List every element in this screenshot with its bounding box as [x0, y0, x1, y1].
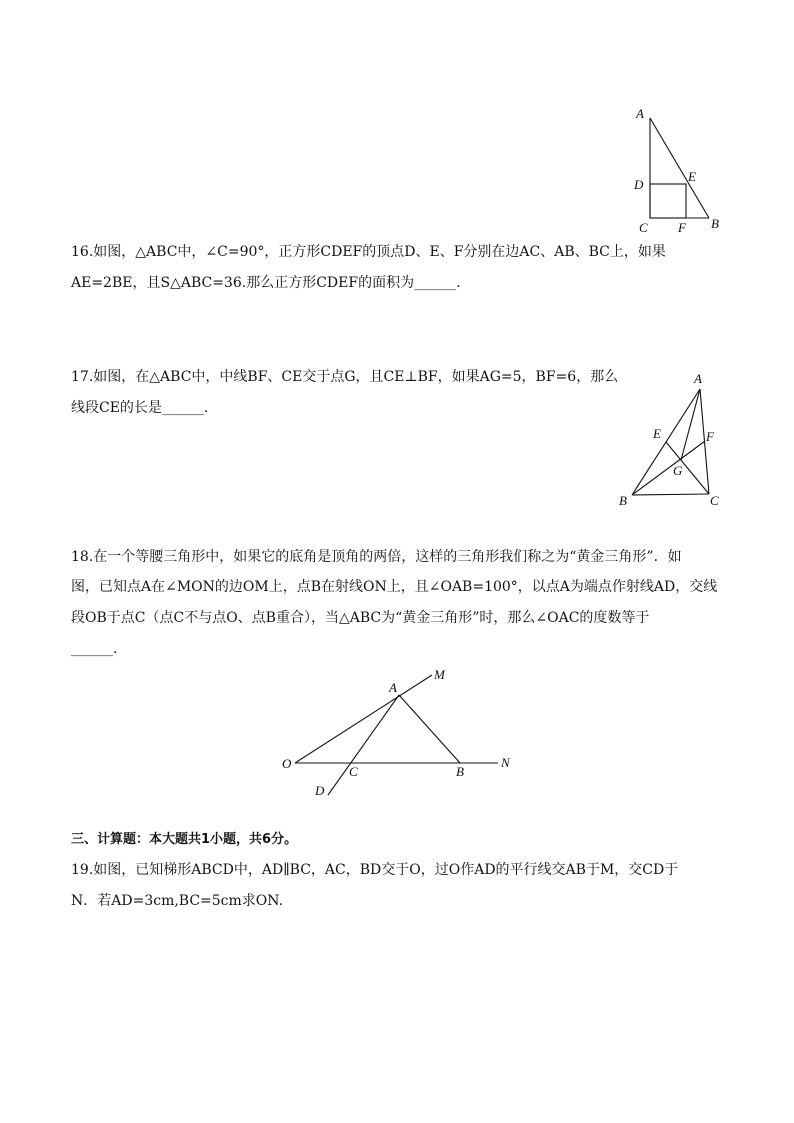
label-m: M	[434, 667, 445, 682]
label-a: A	[636, 106, 644, 121]
q18-figure	[280, 665, 520, 805]
q18-line-2: 图，已知点A在∠MON的边OM上，点B在射线ON上，且∠OAB=100°，以点A为端点作射线AD，交线	[71, 579, 718, 595]
q19-line-2: N．若AD=3cm,BC=5cm求ON.	[71, 893, 284, 909]
label-e: E	[653, 426, 661, 441]
label-c: C	[710, 493, 719, 508]
label-a: A	[389, 680, 397, 695]
q19-line-1: 19.如图，已知梯形ABCD中，AD∥BC，AC，BD交于O，过O作AD的平行线交AB于M，交CD于	[71, 862, 679, 878]
label-c: C	[349, 764, 358, 779]
label-o: O	[282, 756, 292, 771]
square-cdef	[650, 184, 686, 218]
segment-ab	[399, 695, 460, 763]
label-n: N	[501, 755, 510, 770]
label-b: B	[619, 493, 627, 508]
label-b: B	[456, 764, 464, 779]
q16-figure	[620, 100, 730, 240]
q18-line-4: ______.	[71, 641, 118, 657]
label-a: A	[694, 371, 702, 386]
segment-bc	[632, 494, 709, 495]
segment-ag	[681, 389, 700, 460]
label-d: D	[634, 177, 644, 192]
ray-om	[295, 675, 432, 763]
q18-line-3: 段OB于点C（点C不与点O、点B重合），当△ABC为“黄金三角形”时，那么∠OAC的度数等于	[71, 610, 650, 626]
q16-line-1: 16.如图，△ABC中，∠C=90°，正方形CDEF的顶点D、E、F分别在边AC、AB、BC上，如果	[71, 244, 666, 260]
label-d: D	[315, 783, 325, 798]
label-g: G	[673, 463, 683, 478]
q18-line-1: 18.在一个等腰三角形中，如果它的底角是顶角的两倍，这样的三角形我们称之为“黄金三角形”．如	[71, 549, 682, 565]
label-e: E	[688, 169, 696, 184]
q17-line-2: 线段CE的长是______.	[71, 400, 209, 416]
q17-figure	[610, 365, 740, 515]
segment-ab	[650, 118, 709, 218]
label-b: B	[711, 216, 719, 231]
label-f: F	[706, 429, 714, 444]
label-c: C	[639, 220, 648, 235]
q16-line-2: AE=2BE，且S△ABC=36.那么正方形CDEF的面积为______.	[71, 275, 461, 291]
label-f: F	[678, 220, 686, 235]
ray-ad	[328, 695, 399, 795]
section-3-heading: 三、计算题：本大题共1小题，共6分。	[71, 832, 298, 847]
q17-line-1: 17.如图，在△ABC中，中线BF、CE交于点G，且CE⊥BF，如果AG=5，BF=6，那么	[71, 369, 619, 385]
median-bf	[632, 441, 705, 495]
